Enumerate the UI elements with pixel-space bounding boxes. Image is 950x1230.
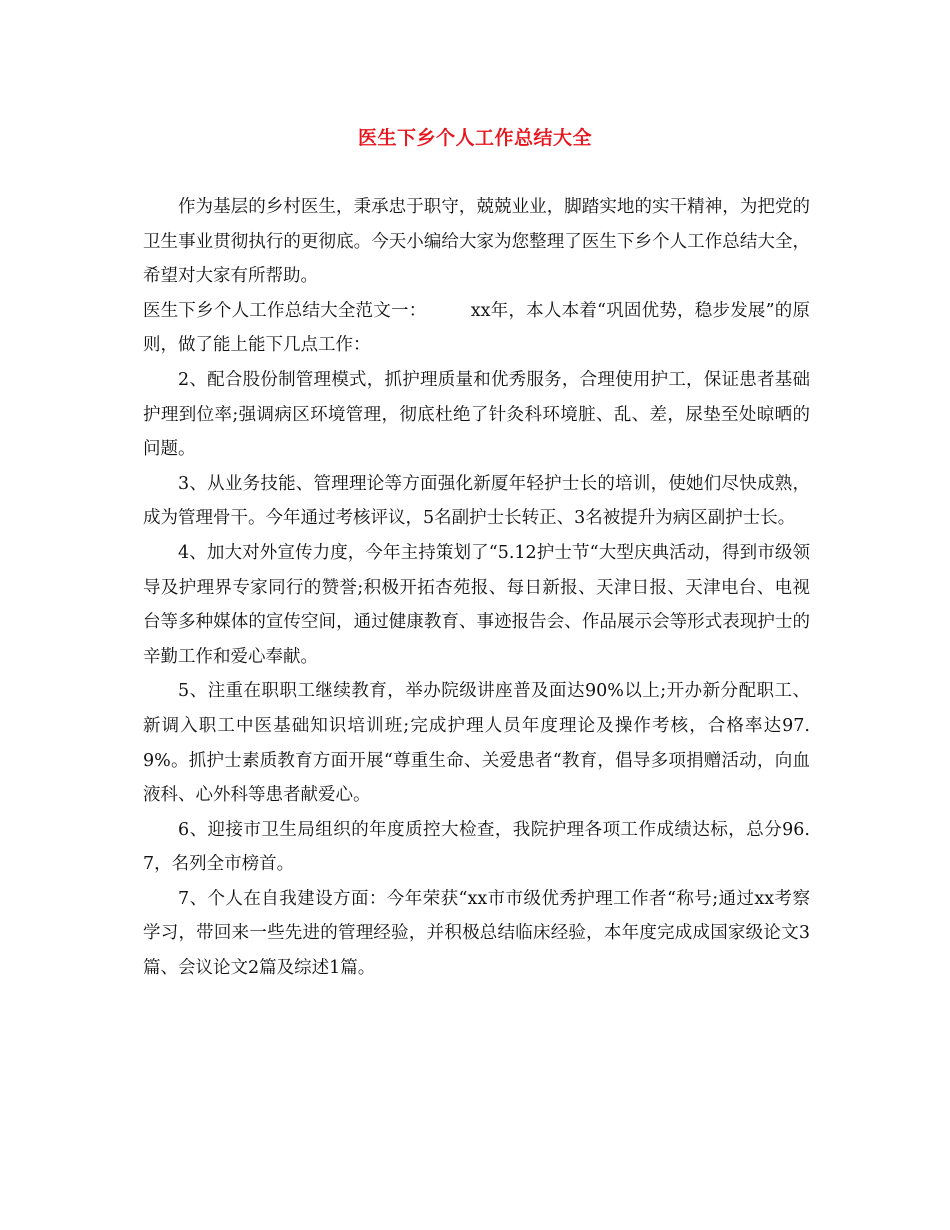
paragraph-item-7: 7、个人在自我建设方面：今年荣获“xx市市级优秀护理工作者“称号;通过xx考察学习，带回来一些先进的管理经验，并积极总结临床经验，本年度完成成国家级论文3篇、会议论文2篇及综述1篇。 [143, 888, 810, 979]
paragraph-item-6: 6、迎接市卫生局组织的年度质控大检查，我院护理各项工作成绩达标，总分96.7，名列全市榜首。 [143, 819, 810, 875]
paragraph-intro: 作为基层的乡村医生，秉承忠于职守，兢兢业业，脚踏实地的实干精神，为把党的卫生事业贯彻执行的更彻底。今天小编给大家为您整理了医生下乡个人工作总结大全，希望对大家有所帮助。 [143, 197, 810, 287]
paragraph-sample-heading: 医生下乡个人工作总结大全范文一： xx年，本人本着“巩固优势，稳步发展”的原则，做了能上能下几点工作： [143, 300, 810, 356]
paragraph-item-3: 3、从业务技能、管理理论等方面强化新厦年轻护士长的培训，使她们尽快成熟，成为管理骨干。今年通过考核评议，5名副护士长转正、3名被提升为病区副护士长。 [143, 473, 810, 529]
paragraph-item-2: 2、配合股份制管理模式，抓护理质量和优秀服务，合理使用护工，保证患者基础护理到位率;强调病区环境管理，彻底杜绝了针灸科环境脏、乱、差，尿垫至处晾晒的问题。 [143, 369, 810, 460]
paragraph-item-4: 4、加大对外宣传力度，今年主持策划了“5.12护士节“大型庆典活动，得到市级领导及护理界专家同行的赞誉;积极开拓杏苑报、每日新报、天津日报、天津电台、电视台等多种媒体的宣传空间，通过健康教育、事迹报告会、作品展示会等形式表现护士的辛勤工作和爱心奉献。 [143, 542, 810, 667]
document-title: 医生下乡个人工作总结大全 [357, 127, 592, 149]
paragraph-item-5: 5、注重在职职工继续教育，举办院级讲座普及面达90%以上;开办新分配职工、新调入职工中医基础知识培训班;完成护理人员年度理论及操作考核，合格率达97.9%。抓护士素质教育方面开展“尊重生命、关爱患者“教育，倡导多项捐赠活动，向血液科、心外科等患者献爱心。 [143, 681, 810, 806]
document-body [143, 190, 810, 986]
